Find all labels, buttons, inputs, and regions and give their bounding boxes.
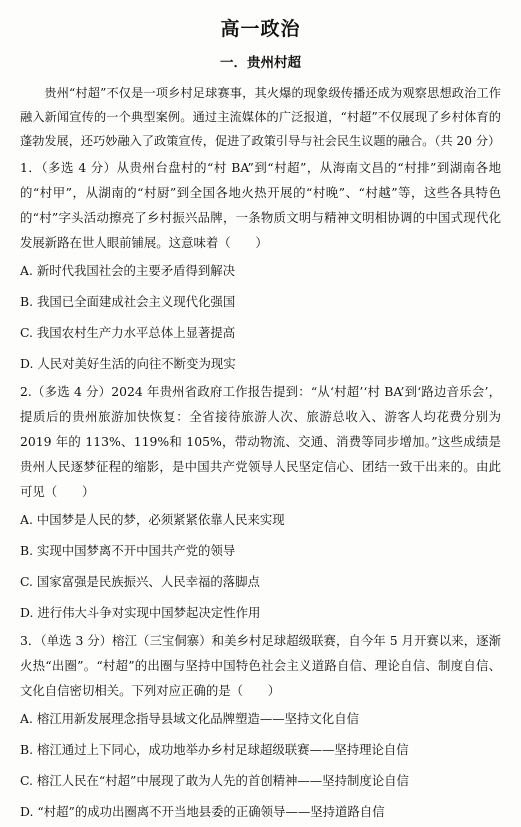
page-title: 高一政治 [220,18,301,40]
option-d: D. “村超”的成功出圈离不开当地县委的正确领导——坚持道路自信 [20,804,385,819]
question-2 [20,379,501,628]
question-stem: 3．（单选 3 分）榕江（三宝侗寨）和美乡村足球超级联赛，自今年 5 月开赛以来，逐渐火热“出圈”。“村超”的出圈与坚持中国特色社会主义道路自信、理论自信、制度自信、文化自信密切相关。下列对应正确的是（ ） [20,633,501,698]
question-stem: 2.（多选 4 分）2024 年贵州省政府工作报告提到：“从‘村超’‘村 BA’到‘路边音乐会’，提质后的贵州旅游加快恢复：全省接待旅游人次、旅游总收入、游客人均花费分别为 2019 年的 113%、119%和 105%，带动物流、交通、消费等同步增加。”这些成绩是贵州人民逐梦征程的缩影，是中国共产党领导人民坚定信心、团结一致干出来的。由此可见（ ） [20,384,501,499]
option-b: B. 榕江通过上下同心，成功地举办乡村足球超级联赛——坚持理论自信 [20,742,409,757]
option-b: B. 实现中国梦离不开中国共产党的领导 [20,543,236,558]
question-1 [20,155,501,379]
intro-paragraph: 贵州“村超”不仅是一项乡村足球赛事，其火爆的现象级传播还成为观察思想政治工作融入新闻宣传的一个典型案例。通过主流媒体的广泛报道，“村超”不仅展现了乡村体育的蓬勃发展，还巧妙融入了政策宣传，促进了政策引导与社会民生议题的融合。（共 20 分） [20,86,501,148]
option-a: A. 新时代我国社会的主要矛盾得到解决 [20,263,236,278]
question-stem: 1．（多选 4 分）从贵州台盘村的“村 BA”到“村超”，从海南文昌的“村排”到湖南各地的“村甲”，从湖南的“村厨”到全国各地火热开展的“村晚”、“村越”等，这些各具特色的“村”字头活动擦亮了乡村振兴品牌，一条物质文明与精神文明相协调的中国式现代化发展新路在世人眼前铺展。这意味着（ ） [20,160,501,250]
option-a: A. 中国梦是人民的梦，必须紧紧依靠人民来实现 [20,512,285,527]
option-c: C. 榕江人民在“村超”中展现了敢为人先的首创精神——坚持制度论自信 [20,773,409,788]
option-c: C. 国家富强是民族振兴、人民幸福的落脚点 [20,574,260,589]
option-b: B. 我国已全面建成社会主义现代化强国 [20,294,236,309]
option-d: D. 人民对美好生活的向往不断变为现实 [20,356,236,371]
option-d: D. 进行伟大斗争对实现中国梦起决定性作用 [20,605,261,620]
option-a: A. 榕江用新发展理念指导县域文化品牌塑造——坚持文化自信 [20,711,359,726]
option-c: C. 我国农村生产力水平总体上显著提高 [20,325,236,340]
section-heading: 一．贵州村超 [220,55,301,71]
question-3 [20,628,501,827]
